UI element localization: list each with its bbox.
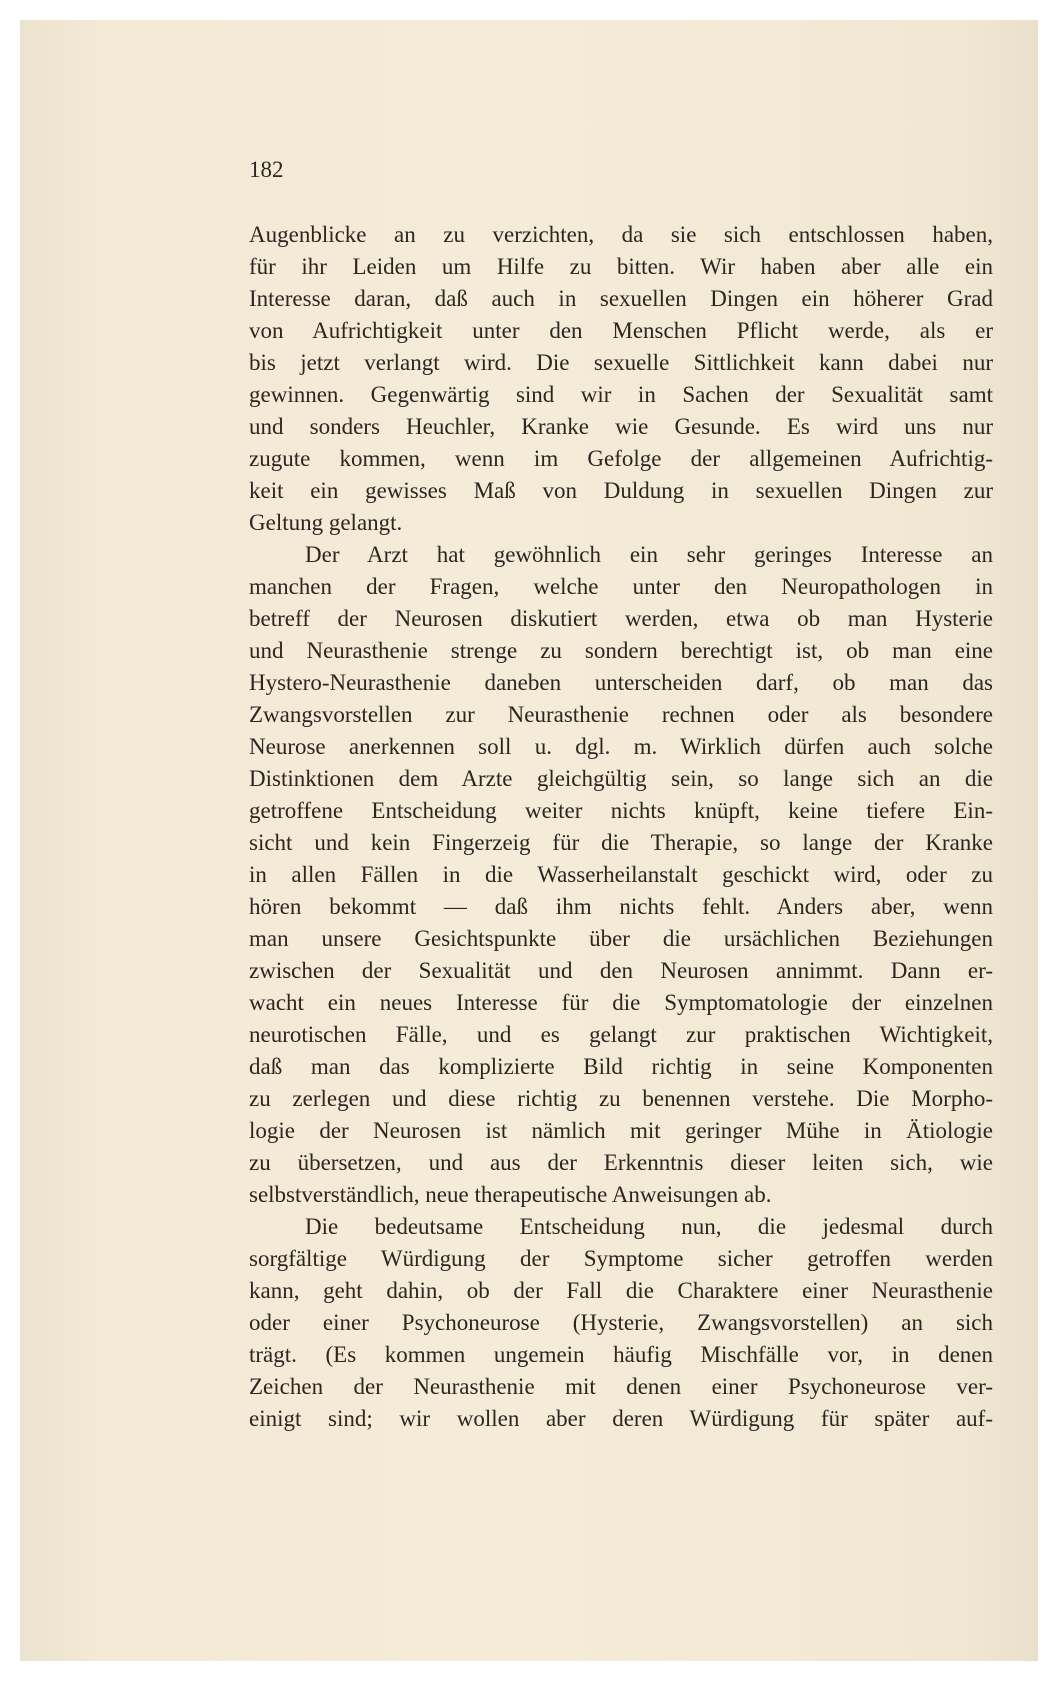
text-line: sorgfältige Würdigung der Symptome sicher getroffen werden xyxy=(249,1246,993,1271)
text-line: Hystero-Neurasthenie daneben unterscheiden darf, ob man das xyxy=(249,670,993,695)
text-line: manchen der Fragen, welche unter den Neuropathologen in xyxy=(249,574,993,599)
text-line: Geltung gelangt. xyxy=(249,510,403,535)
text-line: zwischen der Sexualität und den Neurosen annimmt. Dann er- xyxy=(249,958,993,983)
text-line: daß man das komplizierte Bild richtig in seine Komponenten xyxy=(249,1054,993,1079)
text-line: in allen Fällen in die Wasserheilanstalt geschickt wird, oder zu xyxy=(249,862,993,887)
text-line: hören bekommt — daß ihm nichts fehlt. Anders aber, wenn xyxy=(249,894,993,919)
text-line: betreff der Neurosen diskutiert werden, etwa ob man Hysterie xyxy=(249,606,993,631)
text-line: Distinktionen dem Arzte gleichgültig sein, so lange sich an die xyxy=(249,766,993,791)
text-line: Neurose anerkennen soll u. dgl. m. Wirklich dürfen auch solche xyxy=(249,734,993,759)
text-line: Zwangsvorstellen zur Neurasthenie rechnen oder als besondere xyxy=(249,702,993,727)
text-line: und sonders Heuchler, Kranke wie Gesunde. Es wird uns nur xyxy=(249,414,993,439)
text-line: Zeichen der Neurasthenie mit denen einer Psychoneurose ver- xyxy=(249,1374,993,1399)
text-line: trägt. (Es kommen ungemein häufig Mischfälle vor, in denen xyxy=(249,1342,993,1367)
text-line: Der Arzt hat gewöhnlich ein sehr geringes Interesse an xyxy=(305,542,993,567)
text-line: getroffene Entscheidung weiter nichts knüpft, keine tiefere Ein- xyxy=(249,798,993,823)
text-line: neurotischen Fälle, und es gelangt zur praktischen Wichtigkeit, xyxy=(249,1022,993,1047)
page-body-text xyxy=(249,219,993,1435)
text-line: einigt sind; wir wollen aber deren Würdigung für später auf- xyxy=(249,1406,993,1431)
text-line: Die bedeutsame Entscheidung nun, die jedesmal durch xyxy=(305,1214,993,1239)
text-line: logie der Neurosen ist nämlich mit geringer Mühe in Ätiologie xyxy=(249,1118,993,1143)
text-line: keit ein gewisses Maß von Duldung in sexuellen Dingen zur xyxy=(249,478,993,503)
text-line: bis jetzt verlangt wird. Die sexuelle Sittlichkeit kann dabei nur xyxy=(249,350,993,375)
text-line: kann, geht dahin, ob der Fall die Charaktere einer Neurasthenie xyxy=(249,1278,993,1303)
text-line: Interesse daran, daß auch in sexuellen Dingen ein höherer Grad xyxy=(249,286,993,311)
page-number: 182 xyxy=(249,157,284,182)
text-line: und Neurasthenie strenge zu sondern berechtigt ist, ob man eine xyxy=(249,638,993,663)
text-line: Augenblicke an zu verzichten, da sie sich entschlossen haben, xyxy=(249,222,993,247)
text-line: sicht und kein Fingerzeig für die Therapie, so lange der Kranke xyxy=(249,830,993,855)
text-line: gewinnen. Gegenwärtig sind wir in Sachen der Sexualität samt xyxy=(249,382,993,407)
text-line: oder einer Psychoneurose (Hysterie, Zwangsvorstellen) an sich xyxy=(249,1310,993,1335)
book-page xyxy=(20,20,1038,1661)
text-line: wacht ein neues Interesse für die Symptomatologie der einzelnen xyxy=(249,990,993,1015)
paragraph xyxy=(249,1211,993,1435)
text-line: für ihr Leiden um Hilfe zu bitten. Wir haben aber alle ein xyxy=(249,254,993,279)
text-line: von Aufrichtigkeit unter den Menschen Pflicht werde, als er xyxy=(249,318,993,343)
paragraph xyxy=(249,539,993,1211)
text-line: zu zerlegen und diese richtig zu benennen verstehe. Die Morpho- xyxy=(249,1086,993,1111)
text-line: selbstverständlich, neue therapeutische Anweisungen ab. xyxy=(249,1182,772,1207)
text-line: man unsere Gesichtspunkte über die ursächlichen Beziehungen xyxy=(249,926,993,951)
paragraph xyxy=(249,219,993,539)
text-line: zu übersetzen, und aus der Erkenntnis dieser leiten sich, wie xyxy=(249,1150,993,1175)
text-line: zugute kommen, wenn im Gefolge der allgemeinen Aufrichtig- xyxy=(249,446,993,471)
